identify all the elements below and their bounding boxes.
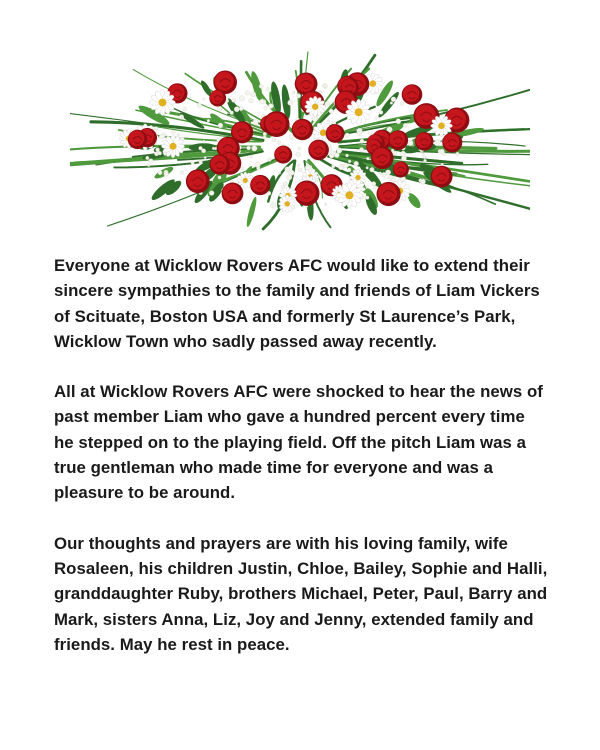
gypsophila [218,123,223,128]
gypsophila [337,148,342,153]
gypsophila [241,166,244,169]
gypsophila [289,135,293,139]
gypsophila [375,117,378,120]
text-line: Wicklow Town who sadly passed away recently. [54,331,437,351]
gypsophila [292,91,295,94]
rose [371,147,393,169]
rose [128,130,147,149]
gypsophila [171,130,175,134]
gypsophila [270,202,275,207]
gypsophila [401,151,406,156]
gypsophila [158,151,162,155]
gypsophila [249,98,254,103]
gypsophila [245,91,249,95]
text-line: he stepped on to the playing field. Off the pitch Liam was a [54,432,526,452]
gypsophila [287,175,292,180]
gypsophila [277,141,281,145]
gypsophila [212,147,215,150]
gypsophila [339,165,344,170]
gypsophila [347,168,351,172]
rose [250,175,270,195]
gypsophila [443,153,446,156]
gypsophila [296,152,301,157]
gypsophila [272,138,276,142]
flower-wreath-icon [70,28,530,238]
paragraph-sympathies [54,253,564,354]
paragraph-prayers [54,531,564,657]
gypsophila [204,156,206,158]
gypsophila [180,171,184,175]
gypsophila [354,161,359,166]
gypsophila [393,151,397,155]
text-line: friends. May he rest in peace. [54,634,290,654]
gypsophila [297,94,301,98]
leaf [245,196,258,228]
gypsophila [146,156,149,159]
gypsophila [147,164,150,167]
gypsophila [441,163,444,166]
text-line: Our thoughts and prayers are with his loving family, wife [54,533,508,553]
gypsophila [263,136,266,139]
rose [209,90,226,107]
gypsophila [391,177,395,181]
gypsophila [179,116,182,119]
gypsophila [372,182,376,186]
gypsophila [234,107,239,112]
gypsophila [230,111,234,115]
gypsophila [159,134,164,139]
gypsophila [250,155,253,158]
gypsophila [423,156,426,159]
gypsophila [298,147,301,150]
gypsophila [345,133,350,138]
gypsophila [203,98,206,101]
gypsophila [357,132,361,136]
gypsophila [329,109,333,113]
gypsophila [382,172,387,177]
gypsophila [149,159,154,164]
gypsophila [199,146,203,150]
gypsophila [199,160,203,164]
gypsophila [191,161,195,165]
gypsophila [268,104,273,109]
gypsophila [197,103,201,107]
rose [264,111,290,137]
gypsophila [209,191,214,196]
gypsophila [218,176,221,179]
gypsophila [396,119,401,124]
rose [442,133,462,153]
rose [388,130,408,150]
gypsophila [324,203,326,205]
gypsophila [366,185,369,188]
gypsophila [259,84,263,88]
gypsophila [435,139,440,144]
gypsophila [183,107,187,111]
gypsophila [346,154,349,157]
gypsophila [260,99,264,103]
gypsophila [422,153,425,156]
rose [415,132,434,151]
rose [222,183,244,205]
rose [402,84,423,105]
gypsophila [424,159,427,162]
rose [292,119,313,140]
gypsophila [266,87,270,91]
text-line: pleasure to be around. [54,483,236,503]
gypsophila [332,165,335,168]
text-line: All at Wicklow Rovers AFC were shocked to hear the news of [54,382,543,402]
gypsophila [158,171,162,175]
gypsophila [247,146,251,150]
paragraph-tribute [54,379,564,505]
gypsophila [164,172,169,177]
gypsophila [367,157,370,160]
gypsophila [239,107,243,111]
gypsophila [327,120,330,123]
text-line: granddaughter Ruby, brothers Michael, Peter, Paul, Barry and [54,584,548,604]
rose [210,154,230,174]
gypsophila [360,139,364,143]
gypsophila [268,158,272,162]
gypsophila [288,100,293,105]
text-line: true gentleman who made time for everyone and was a [54,458,493,478]
gypsophila [359,148,363,152]
rose [294,181,319,206]
gypsophila [334,153,339,158]
gypsophila [391,97,396,102]
gypsophila [319,91,322,94]
gypsophila [390,102,393,105]
rose [326,124,345,143]
condolence-article [54,253,564,682]
gypsophila [348,160,351,163]
text-line: Everyone at Wicklow Rovers AFC would like to extend their [54,256,530,275]
gypsophila [252,146,257,151]
gypsophila [263,132,267,136]
text-line: past member Liam who gave a hundred percent every time [54,407,525,427]
gypsophila [253,120,259,126]
gypsophila [177,133,180,136]
rose [186,169,210,193]
gypsophila [370,167,375,172]
gypsophila [403,123,407,127]
rose [431,166,453,188]
wreath-image [70,28,530,238]
gypsophila [264,106,268,110]
gypsophila [255,162,261,168]
gypsophila [456,152,459,155]
gypsophila [202,140,205,143]
gypsophila [324,84,327,87]
gypsophila [379,172,381,174]
gypsophila [400,102,404,106]
gypsophila [343,163,348,168]
gypsophila [239,96,244,101]
gypsophila [285,167,290,172]
gypsophila [402,156,407,161]
rose [377,182,401,206]
gypsophila [217,107,222,112]
gypsophila [379,110,383,114]
gypsophila [207,119,210,122]
gypsophila [366,167,369,170]
text-line: sincere sympathies to the family and friends of Liam Vickers [54,281,540,301]
gypsophila [278,172,280,174]
gypsophila [251,92,256,97]
gypsophila [366,196,370,200]
rose [274,146,292,164]
text-line: Mark, sisters Anna, Liz, Joy and Jenny, extended family and [54,609,534,629]
rose [393,161,409,177]
gypsophila [297,164,300,167]
gypsophila [298,168,302,172]
gypsophila [373,186,377,190]
rose [308,140,329,161]
gypsophila [420,179,425,184]
text-line: of Scituate, Boston USA and formerly St Laurence’s Park, [54,306,516,326]
text-line: Rosaleen, his children Justin, Chloe, Bailey, Sophie and Halli, [54,558,548,578]
gypsophila [232,99,236,103]
